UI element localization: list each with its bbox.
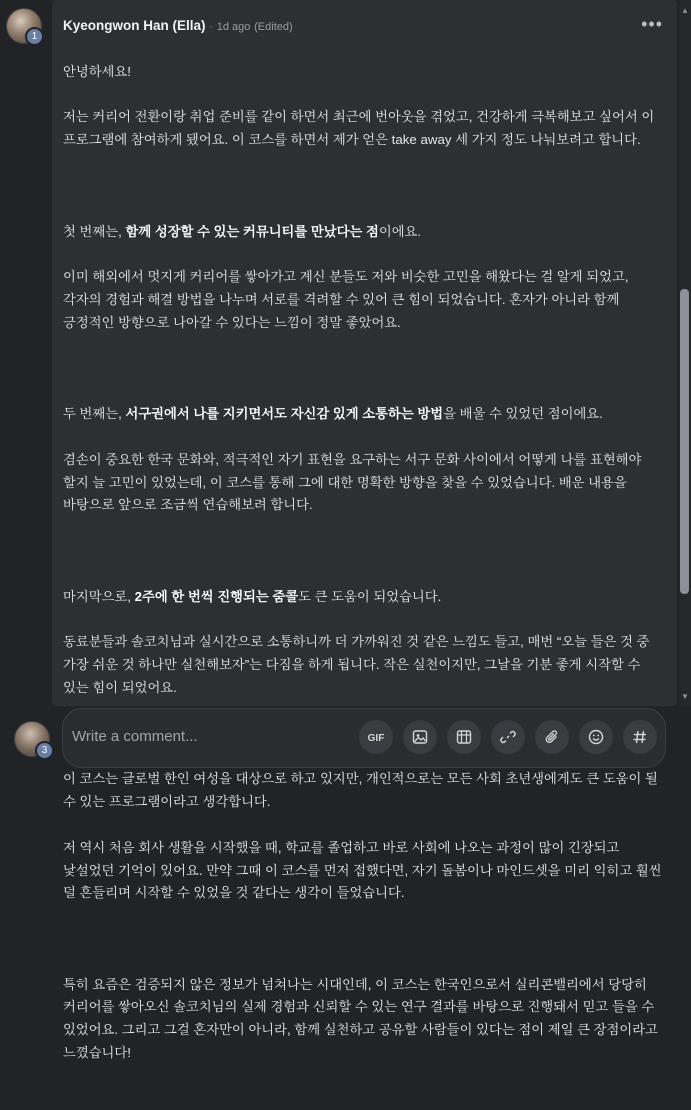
more-horizontal-icon[interactable]: ••• [641, 14, 663, 34]
comment-input[interactable]: Write a comment... [72, 728, 198, 745]
meta-separator: · [209, 21, 213, 33]
gif-label: GIF [367, 733, 385, 744]
point-two-bold: 서구권에서 나를 지키면서도 자신감 있게 소통하는 방법 [125, 406, 444, 422]
paragraph-five: 특히 요즘은 검증되지 않은 정보가 넘쳐나는 시대인데, 이 코스는 한국인으로서 실리콘밸리에서 당당히 커리어를 쌓아오신 솔코치님의 실제 경험과 신뢰할 수 있는 연구 결과를 바탕으로 진행돼서 믿고 들을 수 있었어요. 그리고 그걸 혼자만이 아니라, 함께 실천하고 공유할 사람들이 있다는 점이 제일 큰 장점이라고 느꼈습니다! [63, 976, 662, 1061]
point-three-heading [63, 586, 668, 609]
point-three-body: 동료분들과 솔코치님과 실시간으로 소통하니까 더 가까워진 것 같은 느낌도 들고, 매번 “오늘 들은 것 중 가장 쉬운 것 하나만 실천해보자”는 다짐을 하게 됩니다. 작은 실천이지만, 그날을 기분 좋게 시작할 수 있는 힘이 되었어요. [63, 634, 654, 695]
point-one-body: 이미 해외에서 멋지게 커리어를 쌓아가고 계신 분들도 저와 비슷한 고민을 해왔다는 걸 알게 되었고, 각자의 경험과 해결 방법을 나누며 서로를 격려할 수 있어 큰 힘이 되었습니다. 혼자가 아니라 함께 긍정적인 방향으로 나아갈 수 있다는 느낌이 정말 좋았어요. [63, 269, 633, 330]
point-two-heading [63, 403, 668, 426]
avatar-badge: 1 [25, 27, 44, 46]
author-name[interactable]: Kyeongwon Han (Ella) [63, 18, 206, 33]
point-two-body: 겸손이 중요한 한국 문화와, 적극적인 자기 표현을 요구하는 서구 문화 사이에서 어떻게 나를 표현해야 할지 늘 고민이 있었는데, 이 코스를 통해 그에 대한 명확한 방향을 찾을 수 있었습니다. 배운 내용을 바탕으로 앞으로 조금씩 연습해보려 합니다. [63, 451, 646, 513]
attachment-icon[interactable] [535, 720, 569, 754]
point-two-suffix: 을 배울 수 있었던 점이에요. [443, 406, 603, 422]
point-three-prefix: 마지막으로, [63, 588, 135, 604]
point-one-bold: 함께 성장할 수 있는 커뮤니티를 만났다는 점 [125, 223, 379, 239]
point-three-suffix: 도 큰 도움이 되었습니다. [298, 588, 442, 604]
gif-button[interactable] [359, 720, 393, 754]
post-body [63, 38, 668, 1110]
scrollbar-thumb[interactable] [680, 289, 689, 594]
point-two-prefix: 두 번째는, [63, 406, 126, 422]
edited-label: (Edited) [254, 21, 293, 33]
point-one-suffix: 이에요. [378, 223, 422, 239]
greeting: 안녕하세요! [63, 63, 131, 79]
point-one-heading [63, 221, 668, 244]
image-icon[interactable] [403, 720, 437, 754]
point-three-bold: 2주에 한 번씩 진행되는 줌콜 [134, 588, 299, 604]
intro-paragraph: 저는 커리어 전환이랑 취업 준비를 같이 하면서 최근에 번아웃을 겪었고, 건강하게 극복해보고 싶어서 이 프로그램에 참여하게 됐어요. 이 코스를 하면서 제가 얻은 take away 세 가지 정도 나눠보려고 합니다. [63, 109, 658, 148]
media-icon[interactable] [447, 720, 481, 754]
scroll-up-icon[interactable]: ▲ [681, 6, 689, 15]
paragraph-four-intro: 이 코스는 글로벌 한인 여성을 대상으로 하고 있지만, 개인적으로는 모든 사회 초년생에게도 큰 도움이 될 수 있는 프로그램이라고 생각합니다. [63, 771, 662, 810]
comment-composer[interactable] [62, 708, 666, 768]
post-header [63, 18, 293, 33]
current-user-avatar [14, 721, 50, 757]
avatar-badge: 3 [35, 741, 54, 760]
link-icon[interactable] [491, 720, 525, 754]
emoji-icon[interactable] [579, 720, 613, 754]
scroll-down-icon[interactable]: ▼ [681, 692, 689, 701]
author-avatar[interactable] [6, 8, 42, 44]
paragraph-four-body: 저 역시 처음 회사 생활을 시작했을 때, 학교를 졸업하고 바로 사회에 나오는 과정이 많이 긴장되고 낯설었던 기억이 있어요. 만약 그때 이 코스를 먼저 접했다면, 자기 돌봄이나 마인드셋을 미리 익히고 훨씬 덜 흔들리며 시작할 수 있었을 것 같다는 생각이 들었습니다. [63, 839, 666, 901]
point-one-prefix: 첫 번째는, [63, 223, 126, 239]
post-time[interactable]: 1d ago [216, 21, 251, 33]
hashtag-icon[interactable] [623, 720, 657, 754]
